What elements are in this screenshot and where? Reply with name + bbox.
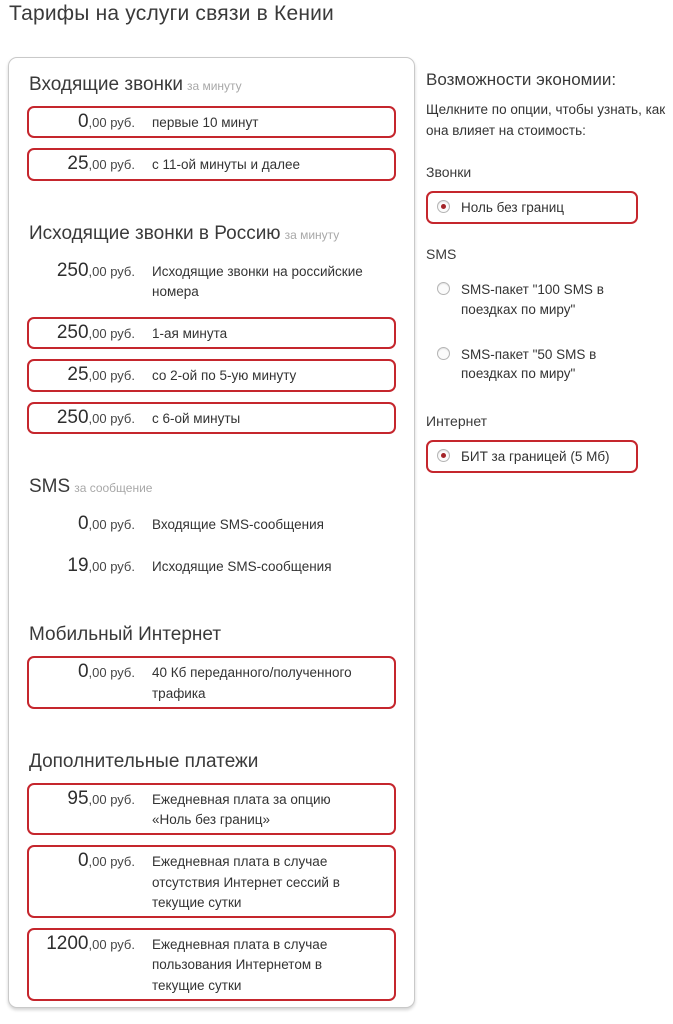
price <box>37 555 135 577</box>
savings-option[interactable] <box>426 338 638 391</box>
price-amount: 19 <box>67 555 89 576</box>
tariff-rows <box>27 508 396 583</box>
price-amount: 250 <box>56 259 89 281</box>
sidebar-subtitle: Щелкните по опции, чтобы узнать, как она влияет на стоимость: <box>426 102 666 138</box>
page-title: Тарифы на услуги связи в Кении <box>9 2 334 25</box>
tariff-row <box>27 928 396 1001</box>
price <box>37 513 135 535</box>
price-amount: 0 <box>77 850 89 872</box>
price-unit: ,00 руб. <box>88 263 135 279</box>
savings-option[interactable] <box>426 273 638 326</box>
savings-sidebar <box>426 70 666 473</box>
tariff-row <box>27 402 396 434</box>
tariff-row <box>27 317 396 349</box>
price <box>37 153 135 175</box>
price-unit: ,00 руб. <box>88 854 135 870</box>
section-heading <box>29 223 396 245</box>
tariff-description: с 11-ой минуты и далее <box>152 157 301 173</box>
option-list <box>426 191 666 225</box>
option-list <box>426 273 666 390</box>
tariff-row <box>27 148 396 180</box>
sidebar-title: Возможности экономии: <box>426 70 617 89</box>
tariff-section <box>27 223 396 434</box>
tariff-panel <box>8 57 415 1008</box>
tariff-section <box>27 476 396 583</box>
option-group <box>426 246 666 390</box>
price-unit: ,00 руб. <box>88 791 135 807</box>
section-heading <box>29 751 396 773</box>
price-unit: ,00 руб. <box>88 326 135 341</box>
tariff-rows <box>27 783 396 1001</box>
price-unit: ,00 руб. <box>88 410 135 426</box>
price-unit: ,00 руб. <box>88 559 135 574</box>
tariff-row <box>27 656 396 709</box>
tariff-description: 40 Кб переданного/полученного трафика <box>152 665 352 701</box>
price <box>37 850 135 872</box>
section-heading <box>29 74 396 96</box>
price-amount: 0 <box>77 661 89 683</box>
tariff-section <box>27 751 396 1001</box>
option-label: SMS-пакет "50 SMS в поездках по миру" <box>461 346 597 382</box>
option-group-label: SMS <box>426 246 457 263</box>
tariff-description: Исходящие звонки на российские номера <box>152 263 363 299</box>
section-unit: за минуту <box>284 227 340 242</box>
price-amount: 0 <box>77 512 89 534</box>
option-label: SMS-пакет "100 SMS в поездках по миру" <box>461 282 604 317</box>
section-unit: за сообщение <box>74 480 153 495</box>
section-title: Дополнительные платежи <box>29 750 259 772</box>
price-amount: 25 <box>67 153 89 175</box>
tariff-description: Ежедневная плата в случае пользования Интернетом в текущие сутки <box>152 937 328 993</box>
price <box>37 322 135 344</box>
tariff-row <box>27 508 396 540</box>
section-title: Исходящие звонки в Россию <box>29 222 281 244</box>
section-title: Входящие звонки <box>29 74 183 95</box>
price-amount: 0 <box>77 111 89 132</box>
tariff-description: Исходящие SMS-сообщения <box>152 559 332 574</box>
tariff-description: первые 10 минут <box>152 115 259 130</box>
price <box>37 661 135 683</box>
radio-button-icon[interactable] <box>437 449 450 462</box>
tariff-section <box>27 74 396 181</box>
tariff-row <box>27 783 396 836</box>
price <box>37 260 135 282</box>
tariff-description: с 6-ой минуты <box>152 410 241 426</box>
savings-option[interactable] <box>426 440 638 474</box>
section-title: SMS <box>29 475 71 497</box>
option-group-label: Интернет <box>426 412 488 429</box>
option-label: Ноль без границ <box>461 199 565 215</box>
price-unit: ,00 руб. <box>88 937 135 952</box>
price-amount: 250 <box>56 406 89 428</box>
savings-option[interactable] <box>426 191 638 225</box>
price <box>37 364 135 386</box>
tariff-rows <box>27 656 396 709</box>
section-heading <box>29 624 396 646</box>
option-group-label: Звонки <box>426 163 472 180</box>
tariff-description: Входящие SMS-сообщения <box>152 516 324 532</box>
radio-dot-icon <box>441 453 446 458</box>
option-list <box>426 440 666 474</box>
price-amount: 1200 <box>46 933 89 954</box>
price-amount: 95 <box>67 787 89 809</box>
price <box>37 111 135 133</box>
price <box>37 933 135 955</box>
tariff-section <box>27 624 396 709</box>
tariff-description: Ежедневная плата в случае отсутствия Интернет сессий в текущие сутки <box>152 854 340 910</box>
price-unit: ,00 руб. <box>88 665 135 681</box>
tariff-row <box>27 359 396 391</box>
tariff-row <box>27 106 396 138</box>
radio-dot-icon <box>441 286 446 291</box>
tariff-description: 1-ая минута <box>152 326 228 341</box>
price-amount: 25 <box>67 364 89 386</box>
option-group <box>426 413 666 474</box>
section-heading <box>29 476 396 498</box>
price-amount: 250 <box>56 322 89 343</box>
section-unit: за минуту <box>186 79 242 93</box>
price-unit: ,00 руб. <box>88 368 135 384</box>
option-label: БИТ за границей (5 Мб) <box>461 448 610 464</box>
option-group <box>426 164 666 225</box>
radio-button-icon[interactable] <box>437 282 450 295</box>
tariff-row <box>27 255 396 308</box>
radio-button-icon[interactable] <box>437 347 450 360</box>
tariff-rows <box>27 255 396 434</box>
section-title: Мобильный Интернет <box>29 624 222 646</box>
radio-button-icon[interactable] <box>437 200 450 213</box>
tariff-description: Ежедневная плата за опцию «Ноль без границ» <box>152 791 331 827</box>
price-unit: ,00 руб. <box>88 157 135 173</box>
price-unit: ,00 руб. <box>88 115 135 130</box>
radio-dot-icon <box>441 204 446 209</box>
tariff-row <box>27 550 396 582</box>
price <box>37 407 135 429</box>
radio-dot-icon <box>441 351 446 356</box>
option-groups <box>426 164 666 473</box>
tariff-rows <box>27 106 396 181</box>
price-unit: ,00 руб. <box>88 516 135 532</box>
tariff-description: со 2-ой по 5-ую минуту <box>152 368 297 384</box>
price <box>37 788 135 810</box>
tariff-row <box>27 845 396 918</box>
